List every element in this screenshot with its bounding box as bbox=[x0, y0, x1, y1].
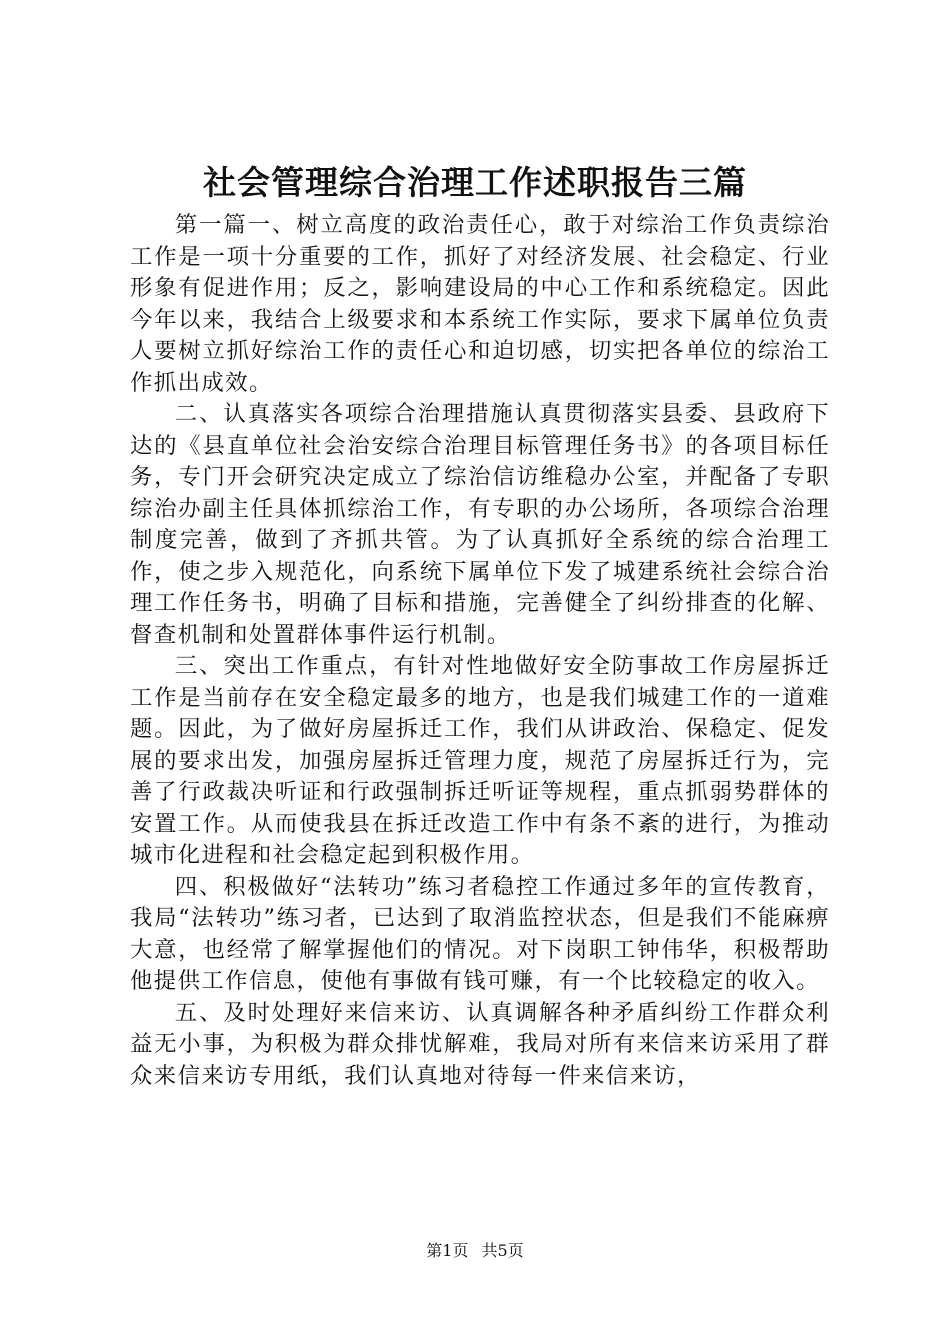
paragraph-5: 五、及时处理好来信来访、认真调解各种矛盾纠纷工作群众利益无小事，为积极为群众排忧解难，我局对所有来信来访采用了群众来信来访专用纸，我们认真地对待每一件来信来访， bbox=[130, 999, 830, 1089]
page-number: 第1页 bbox=[426, 1241, 469, 1260]
page-footer bbox=[0, 1240, 950, 1262]
paragraph-1: 第一篇一、树立高度的政治责任心，敢于对综治工作负责综治工作是一项十分重要的工作，抓好了对经济发展、社会稳定、行业形象有促进作用；反之，影响建设局的中心工作和系统稳定。因此今年以来，我结合上级要求和本系统工作实际，要求下属单位负责人要树立抓好综治工作的责任心和迫切感，切实把各单位的综治工作抓出成效。 bbox=[130, 212, 830, 396]
paragraph-2: 二、认真落实各项综合治理措施认真贯彻落实县委、县政府下达的《县直单位社会治安综合治理目标管理任务书》的各项目标任务，专门开会研究决定成立了综治信访维稳办公室，并配备了专职综治办副主任具体抓综治工作，有专职的办公场所，各项综合治理制度完善，做到了齐抓共管。为了认真抓好全系统的综合治理工作，使之步入规范化，向系统下属单位下发了城建系统社会综合治理工作任务书，明确了目标和措施，完善健全了纠纷排查的化解、督查机制和处置群体事件运行机制。 bbox=[130, 401, 830, 648]
document-body bbox=[130, 210, 830, 1092]
document-title: 社会管理综合治理工作述职报告三篇 bbox=[203, 163, 747, 202]
paragraph-3: 三、突出工作重点，有针对性地做好安全防事故工作房屋拆迁工作是当前存在安全稳定最多的地方，也是我们城建工作的一道难题。因此，为了做好房屋拆迁工作，我们从讲政治、保稳定、促发展的要求出发，加强房屋拆迁管理力度，规范了房屋拆迁行为，完善了行政裁决听证和行政强制拆迁听证等规程，重点抓弱势群体的安置工作。从而使我县在拆迁改造工作中有条不紊的进行，为推动城市化进程和社会稳定起到积极作用。 bbox=[130, 653, 830, 868]
page-total: 共5页 bbox=[481, 1241, 524, 1260]
paragraph-4: 四、积极做好“法转功”练习者稳控工作通过多年的宣传教育，我局“法转功”练习者，已达到了取消监控状态，但是我们不能麻痹大意，也经常了解掌握他们的情况。对下岗职工钟伟华，积极帮助他提供工作信息，使他有事做有钱可赚，有一个比较稳定的收入。 bbox=[130, 873, 830, 994]
